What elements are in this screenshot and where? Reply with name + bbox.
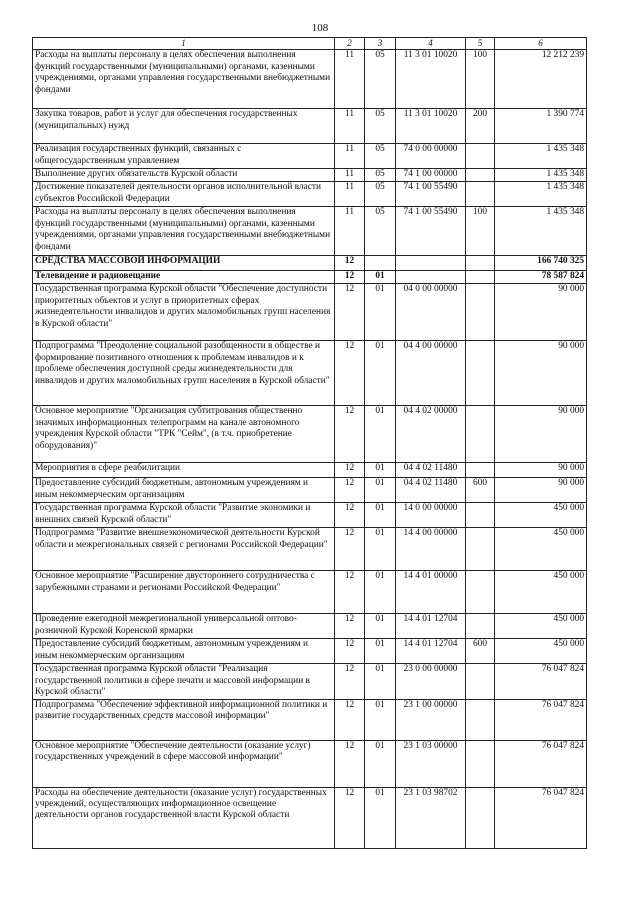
target-article-code (396, 271, 466, 284)
section-code: 12 (335, 639, 365, 664)
table-row (33, 50, 587, 109)
table-row (33, 256, 587, 271)
amount: 1 390 774 (495, 109, 587, 144)
target-article-code: 14 4 01 12704 (396, 639, 466, 664)
section-code: 12 (335, 284, 365, 341)
target-article-code: 74 1 00 55490 (396, 182, 466, 207)
table-row (33, 614, 587, 639)
amount: 1 435 348 (495, 169, 587, 182)
row-name: Мероприятия в сфере реабилитации (33, 463, 335, 478)
section-code: 12 (335, 256, 365, 271)
table-row (33, 463, 587, 478)
column-header: 4 (396, 38, 466, 50)
section-code: 11 (335, 144, 365, 169)
subsection-code: 01 (365, 341, 396, 406)
table-row (33, 182, 587, 207)
row-name: Основное мероприятие "Обеспечение деятельности (оказание услуг) государственных учреждений в сфере массовой информации" (33, 740, 335, 787)
expense-type-code (466, 528, 495, 571)
subsection-code: 05 (365, 109, 396, 144)
expense-type-code: 600 (466, 478, 495, 503)
target-article-code (396, 256, 466, 271)
row-name: Проведение ежегодной межрегиональной универсальной оптово-розничной Курской Коренской ярмарки (33, 614, 335, 639)
table-row (33, 787, 587, 848)
table-row (33, 406, 587, 463)
row-name: Основное мероприятие "Организация субтитрования общественно значимых информационных телепрограмм на канале автономного учреждения Курской области "ТРК "Сейм", (в т.ч. приобретение оборудования)" (33, 406, 335, 463)
subsection-code: 01 (365, 406, 396, 463)
amount: 76 047 824 (495, 787, 587, 848)
subsection-code: 01 (365, 614, 396, 639)
expense-type-code (466, 182, 495, 207)
amount: 76 047 824 (495, 664, 587, 699)
row-name: Предоставление субсидий бюджетным, автономным учреждениям и иным некоммерческим организациям (33, 639, 335, 664)
row-name: Телевидение и радиовещание (33, 271, 335, 284)
table-row (33, 740, 587, 787)
expense-type-code: 600 (466, 639, 495, 664)
table-row (33, 503, 587, 528)
row-name: Расходы на выплаты персоналу в целях обеспечения выполнения функций государственными (муниципальными) органами, казенными учреждениями, органами управления государственными внебюджетными фондами (33, 50, 335, 109)
target-article-code: 23 1 03 00000 (396, 740, 466, 787)
amount: 76 047 824 (495, 740, 587, 787)
expense-type-code: 200 (466, 109, 495, 144)
column-header: 3 (365, 38, 396, 50)
amount: 76 047 824 (495, 699, 587, 740)
page-number: 108 (311, 22, 329, 34)
amount: 450 000 (495, 503, 587, 528)
target-article-code: 23 1 03 98702 (396, 787, 466, 848)
section-code: 12 (335, 740, 365, 787)
section-code: 12 (335, 341, 365, 406)
expense-type-code (466, 503, 495, 528)
row-name: Закупка товаров, работ и услуг для обеспечения государственных (муниципальных) нужд (33, 109, 335, 144)
section-code: 12 (335, 664, 365, 699)
table-row (33, 699, 587, 740)
section-code: 11 (335, 207, 365, 256)
row-name: Государственная программа Курской области "Обеспечение доступности приоритетных объектов и услуг в приоритетных сферах жизнедеятельности инвалидов и других маломобильных групп населения в Курской области" (33, 284, 335, 341)
subsection-code: 01 (365, 571, 396, 614)
expense-type-code (466, 614, 495, 639)
row-name: Выполнение других обязательств Курской области (33, 169, 335, 182)
subsection-code: 01 (365, 664, 396, 699)
subsection-code: 01 (365, 787, 396, 848)
amount: 90 000 (495, 341, 587, 406)
subsection-code: 01 (365, 271, 396, 284)
table-row (33, 639, 587, 664)
target-article-code: 74 1 00 00000 (396, 169, 466, 182)
section-code: 12 (335, 271, 365, 284)
amount: 90 000 (495, 406, 587, 463)
row-name: Расходы на выплаты персоналу в целях обеспечения выполнения функций государственными (муниципальными) органами, казенными учреждениями, органами управления государственными внебюджетными фондами (33, 207, 335, 256)
target-article-code: 14 0 00 00000 (396, 503, 466, 528)
expense-type-code (466, 463, 495, 478)
table-row (33, 207, 587, 256)
row-name: Подпрограмма "Развитие внешнеэкономической деятельности Курской области и межрегиональных связей с регионами Российской Федерации" (33, 528, 335, 571)
target-article-code: 04 0 00 00000 (396, 284, 466, 341)
row-name: Подпрограмма "Преодоление социальной разобщенности в обществе и формирование позитивного отношения к проблемам инвалидов и к проблеме обеспечения доступной среды жизнедеятельности для инвалидов и других маломобильных групп населения в Курской области" (33, 341, 335, 406)
table-row (33, 271, 587, 284)
column-header: 5 (466, 38, 495, 50)
expense-type-code (466, 284, 495, 341)
subsection-code: 01 (365, 478, 396, 503)
row-name: Подпрограмма "Обеспечение эффективной информационной политики и развитие государственных средств массовой информации" (33, 699, 335, 740)
row-name: Государственная программа Курской области "Реализация государственной политики в сфере печати и массовой информации в Курской области" (33, 664, 335, 699)
column-header-row (33, 38, 587, 50)
expense-type-code: 100 (466, 50, 495, 109)
section-code: 12 (335, 503, 365, 528)
subsection-code: 05 (365, 169, 396, 182)
amount: 166 740 325 (495, 256, 587, 271)
table-row (33, 571, 587, 614)
subsection-code (365, 256, 396, 271)
expense-type-code (466, 271, 495, 284)
row-name: Основное мероприятие "Расширение двустороннего сотрудничества с зарубежными странами и регионами Российской Федерации" (33, 571, 335, 614)
section-code: 12 (335, 614, 365, 639)
column-header: 6 (495, 38, 587, 50)
section-code: 12 (335, 478, 365, 503)
expense-type-code (466, 571, 495, 614)
subsection-code: 05 (365, 207, 396, 256)
amount: 12 212 239 (495, 50, 587, 109)
target-article-code: 04 4 02 00000 (396, 406, 466, 463)
section-code: 11 (335, 109, 365, 144)
amount: 78 587 824 (495, 271, 587, 284)
column-header: 1 (33, 38, 335, 50)
subsection-code: 05 (365, 182, 396, 207)
amount: 1 435 348 (495, 182, 587, 207)
subsection-code: 05 (365, 144, 396, 169)
target-article-code: 11 3 01 10020 (396, 50, 466, 109)
amount: 90 000 (495, 284, 587, 341)
target-article-code: 74 1 00 55490 (396, 207, 466, 256)
target-article-code: 14 4 01 00000 (396, 571, 466, 614)
table-row (33, 284, 587, 341)
expense-type-code (466, 144, 495, 169)
amount: 450 000 (495, 614, 587, 639)
table-row (33, 109, 587, 144)
budget-table (32, 37, 587, 849)
section-code: 12 (335, 528, 365, 571)
expense-type-code: 100 (466, 207, 495, 256)
amount: 1 435 348 (495, 144, 587, 169)
subsection-code: 01 (365, 528, 396, 571)
expense-type-code (466, 699, 495, 740)
target-article-code: 74 0 00 00000 (396, 144, 466, 169)
subsection-code: 01 (365, 463, 396, 478)
amount: 90 000 (495, 478, 587, 503)
amount: 90 000 (495, 463, 587, 478)
target-article-code: 14 4 00 00000 (396, 528, 466, 571)
section-code: 11 (335, 169, 365, 182)
target-article-code: 04 4 02 11480 (396, 478, 466, 503)
target-article-code: 23 0 00 00000 (396, 664, 466, 699)
subsection-code: 01 (365, 740, 396, 787)
expense-type-code (466, 169, 495, 182)
target-article-code: 23 1 00 00000 (396, 699, 466, 740)
section-code: 12 (335, 699, 365, 740)
table-row (33, 144, 587, 169)
target-article-code: 11 3 01 10020 (396, 109, 466, 144)
subsection-code: 01 (365, 639, 396, 664)
row-name: Предоставление субсидий бюджетным, автономным учреждениям и иным некоммерческим организациям (33, 478, 335, 503)
expense-type-code (466, 664, 495, 699)
amount: 450 000 (495, 528, 587, 571)
section-code: 12 (335, 463, 365, 478)
table-row (33, 341, 587, 406)
row-name: СРЕДСТВА МАССОВОЙ ИНФОРМАЦИИ (33, 256, 335, 271)
expense-type-code (466, 787, 495, 848)
amount: 450 000 (495, 571, 587, 614)
target-article-code: 04 4 00 00000 (396, 341, 466, 406)
section-code: 12 (335, 787, 365, 848)
section-code: 12 (335, 406, 365, 463)
amount: 1 435 348 (495, 207, 587, 256)
table-row (33, 664, 587, 699)
subsection-code: 01 (365, 699, 396, 740)
subsection-code: 05 (365, 50, 396, 109)
expense-type-code (466, 256, 495, 271)
subsection-code: 01 (365, 284, 396, 341)
row-name: Достижение показателей деятельности органов исполнительной власти субъектов Российской Федерации (33, 182, 335, 207)
table-row (33, 478, 587, 503)
section-code: 11 (335, 182, 365, 207)
section-code: 12 (335, 571, 365, 614)
expense-type-code (466, 406, 495, 463)
table-row (33, 528, 587, 571)
expense-type-code (466, 740, 495, 787)
target-article-code: 14 4 01 12704 (396, 614, 466, 639)
row-name: Расходы на обеспечение деятельности (оказание услуг) государственных учреждений, осуществляющих информационное освещение деятельности органов государственной власти Курской области (33, 787, 335, 848)
subsection-code: 01 (365, 503, 396, 528)
expense-type-code (466, 341, 495, 406)
row-name: Государственная программа Курской области "Развитие экономики и внешних связей Курской области" (33, 503, 335, 528)
column-header: 2 (335, 38, 365, 50)
section-code: 11 (335, 50, 365, 109)
amount: 450 000 (495, 639, 587, 664)
target-article-code: 04 4 02 11480 (396, 463, 466, 478)
row-name: Реализация государственных функций, связанных с общегосударственным управлением (33, 144, 335, 169)
table-row (33, 169, 587, 182)
